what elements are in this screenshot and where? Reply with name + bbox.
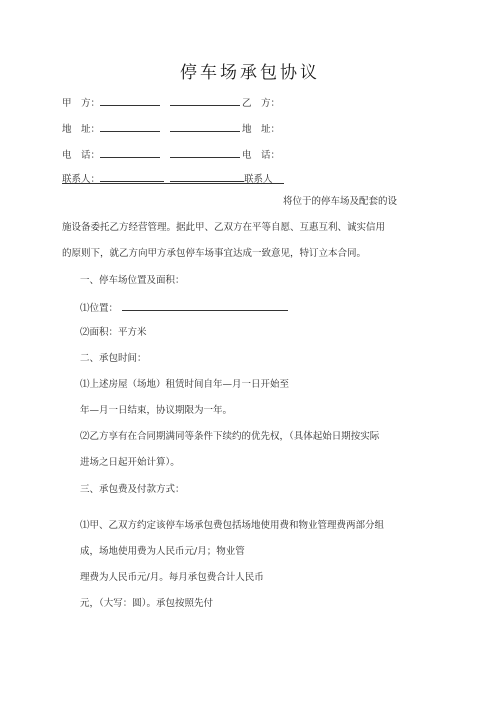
blank-line — [100, 172, 164, 182]
address-row — [62, 122, 280, 136]
document-title: 停车场承包协议 — [180, 63, 320, 83]
contact-b-label: 联系人 — [244, 174, 273, 185]
address-b-label: 地 址： — [242, 124, 281, 135]
fee-line-3: 理费为人民币元/月。每月承包费合计人民币 — [80, 572, 264, 583]
location-row — [80, 301, 288, 315]
location-label: ⑴位置： — [80, 303, 119, 314]
party-a-row — [62, 96, 280, 110]
contact-a-label: 联系人： — [62, 174, 101, 185]
intro-line-2: 施设备委托乙方经营管理。据此甲、乙双方在平等自愿、互惠互利、诚实信用 — [62, 222, 386, 233]
phone-b-label: 电 话： — [242, 150, 281, 161]
blank-line — [100, 96, 160, 106]
party-b-label: 乙 方： — [242, 98, 281, 109]
section-2-title: 二、承包时间： — [80, 353, 147, 364]
renewal-line-2: 进场之日起开始计算）。 — [80, 457, 180, 468]
blank-line — [100, 148, 160, 158]
fee-line-4: 元，（大写：圆）。承包按照先付 — [80, 598, 214, 609]
renewal-line-1: ⑵乙方享有在合同期满同等条件下续约的优先权，（具体起始日期按实际 — [80, 431, 380, 442]
phone-a-label: 电 话： — [62, 150, 101, 161]
area-line: ⑵面积：平方米 — [80, 327, 147, 338]
blank-line — [122, 301, 288, 311]
fee-line-1: ⑴甲、乙双方约定该停车场承包费包括场地使用费和物业管理费两部分组 — [80, 520, 385, 531]
intro-line-1: 将位于的停车场及配套的设 — [283, 196, 398, 207]
section-3-title: 三、承包费及付款方式： — [80, 484, 185, 495]
term-line-2: 年—月一日结束，协议期限为一年。 — [80, 405, 233, 416]
blank-line — [170, 122, 240, 132]
term-line-1: ⑴上述房屋（场地）租赁时间自年—月一日开始至 — [80, 379, 290, 390]
party-a-label: 甲 方： — [62, 98, 101, 109]
intro-line-3: 的原则下，就乙方向甲方承包停车场事宜达成一致意见，特订立本合同。 — [62, 248, 367, 259]
blank-line — [170, 172, 244, 182]
phone-row — [62, 148, 280, 162]
blank-line — [170, 96, 240, 106]
blank-line — [100, 122, 160, 132]
fee-line-2: 成，场地使用费为人民币元/月；物业管 — [80, 546, 245, 557]
address-a-label: 地 址： — [62, 124, 101, 135]
blank-line — [170, 148, 240, 158]
section-1-title: 一、停车场位置及面积： — [80, 275, 185, 286]
contact-underline — [62, 183, 284, 184]
